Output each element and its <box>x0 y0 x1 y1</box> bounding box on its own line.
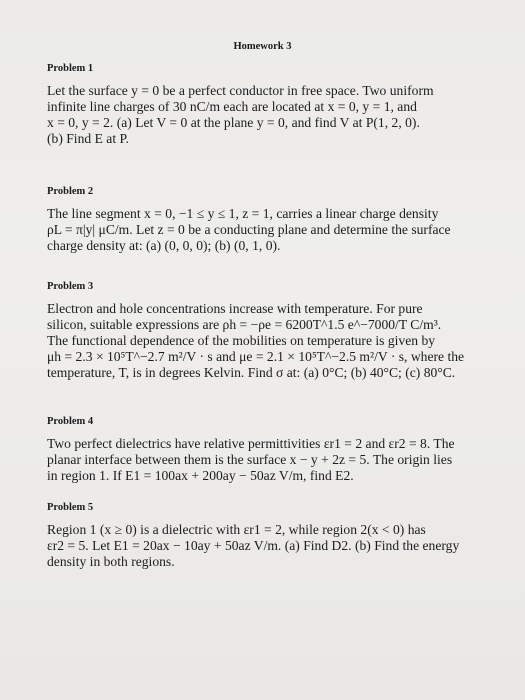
problem-3 <box>47 281 487 381</box>
problem-text: Electron and hole concentrations increase with temperature. For pure silicon, suitable expressions are ρh = −ρe = 6200T^1.5 e^−7000/T C/m³. The functional dependence of the mobilities on temperature is given by μh = 2.3 × 10⁵T^−2.7 m²/V · s and μe = 2.1 × 10⁵T^−2.5 m²/V · s, where the temperature, T, is in degrees Kelvin. Find σ at: (a) 0°C; (b) 40°C; (c) 80°C. <box>47 301 465 380</box>
problem-heading: Problem 5 <box>47 502 94 513</box>
problem-heading: Problem 2 <box>47 186 94 197</box>
page-title: Homework 3 <box>233 41 292 52</box>
problem-heading: Problem 4 <box>47 416 94 427</box>
problem-heading: Problem 3 <box>47 281 94 292</box>
problem-text: Two perfect dielectrics have relative permittivities εr1 = 2 and εr2 = 8. The planar interface between them is the surface x − y + 2z = 5. The origin lies in region 1. If E1 = 100ax + 200ay − 50az V/m, find E2. <box>47 436 455 483</box>
problem-5 <box>47 502 487 570</box>
problem-1 <box>47 63 487 147</box>
problem-heading: Problem 1 <box>47 63 94 74</box>
problem-text: The line segment x = 0, −1 ≤ y ≤ 1, z = 1, carries a linear charge density ρL = π|y| μC/m. Let z = 0 be a conducting plane and determine the surface charge density at: (a) (0, 0, 0); (b) (0, 1, 0). <box>47 206 451 253</box>
problem-text: Region 1 (x ≥ 0) is a dielectric with εr1 = 2, while region 2(x < 0) has εr2 = 5. Let E1 = 20ax − 10ay + 50az V/m. (a) Find D2. (b) Find the energy density in both regions. <box>47 522 460 569</box>
problem-4 <box>47 416 487 484</box>
problem-2 <box>47 186 487 254</box>
problem-text: Let the surface y = 0 be a perfect conductor in free space. Two uniform infinite line charges of 30 nC/m each are located at x = 0, y = 1, and x = 0, y = 2. (a) Let V = 0 at the plane y = 0, and find V at P(1, 2, 0). (b) Find E at P. <box>47 83 434 146</box>
